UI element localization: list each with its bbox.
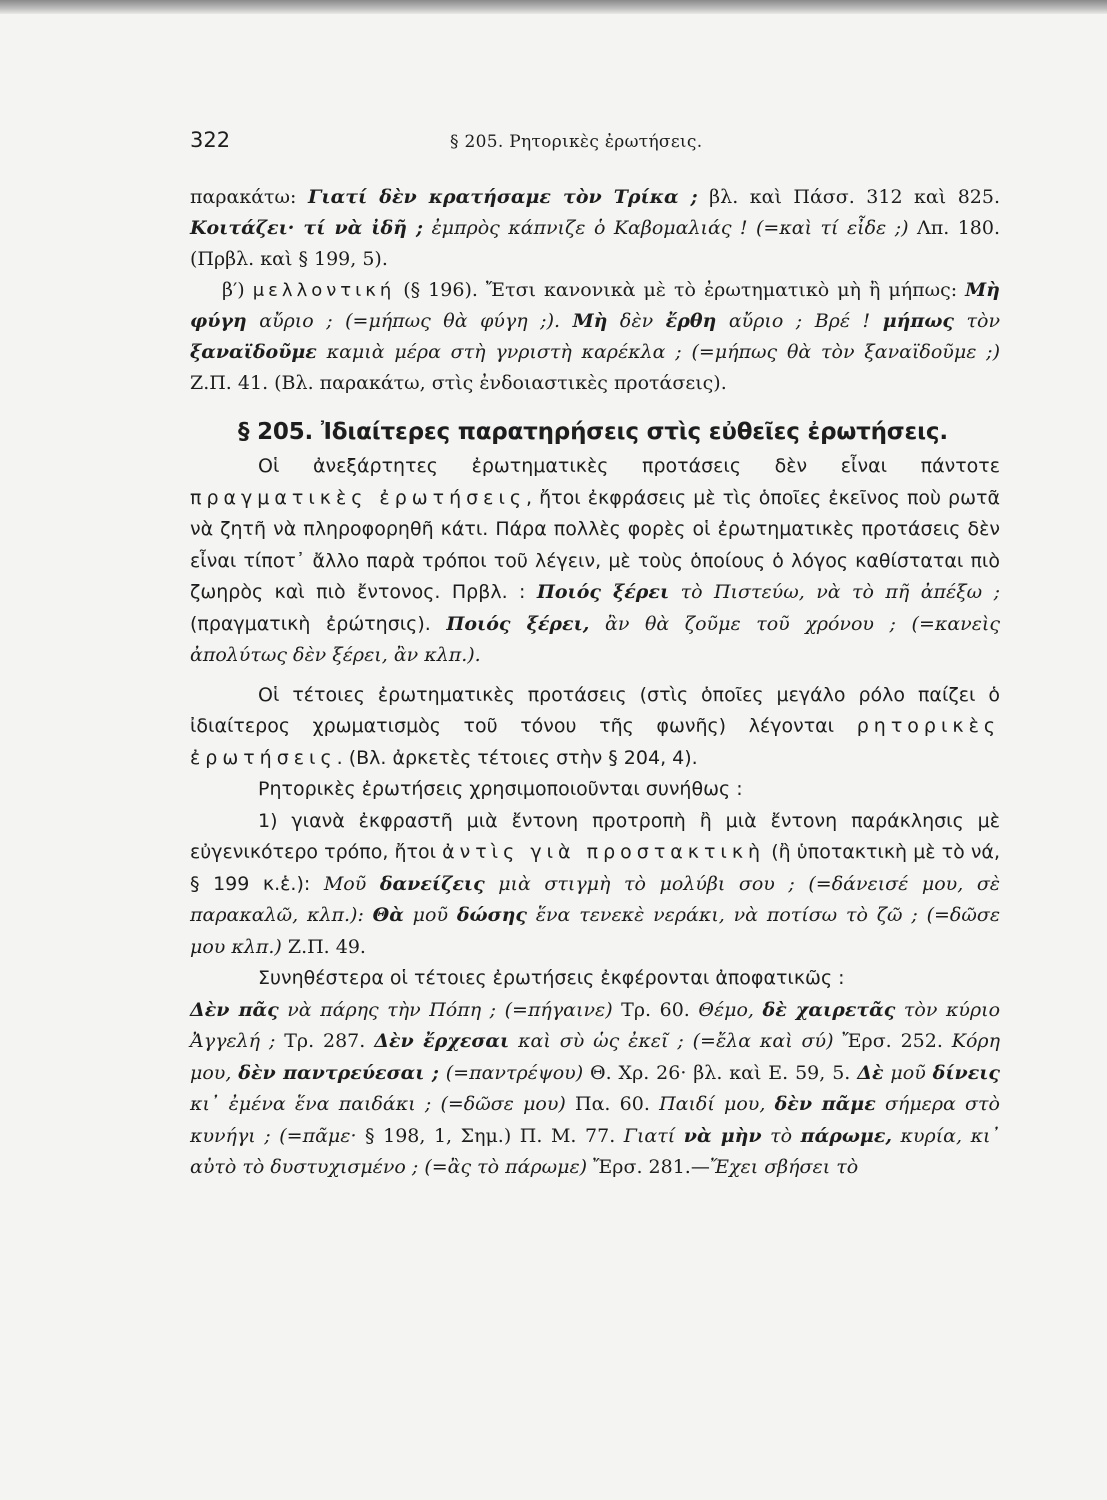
- paragraph-5: Συνηθέστερα οἱ τέτοιες ἐρωτήσεις ἐκφέρονται ἀποφατικῶς : Δὲν πᾶς νὰ πάρης τὴν Πόπη ; (=πήγαινε) Τρ. 60. Θέμο, δὲ χαιρετᾶς τὸν κύριο Ἀγγελή ; Τρ. 287. Δὲν ἔρχεσαι καὶ σὺ ὡς ἐκεῖ ; (=ἔλα καὶ σύ) Ἔρσ. 252. Κόρη μου, δὲν παντρεύεσαι ; (=παντρέψου) Θ. Χρ. 26· βλ. καὶ Ε. 59, 5. Δὲ μοῦ δίνεις κι᾽ ἐμένα ἕνα παιδάκι ; (=δῶσε μου) Πα. 60. Παιδί μου, δὲν πᾶμε σήμερα στὸ κυνήγι ; (=πᾶμε· § 198, 1, Σημ.) Π. Μ. 77. Γιατί νὰ μὴν τὸ πάρωμε, κυρία, κι᾽ αὐτὸ τὸ δυστυχισμένο ; (=ἂς τὸ πάρωμε) Ἔρσ. 281.—Ἔχει σβήσει τὸ: [190, 967, 1001, 1178]
- paragraph-1: Οἱ ἀνεξάρτητες ἐρωτηματικὲς προτάσεις δὲν εἶναι πάντοτε πραγματικὲς ἐρωτήσεις, ἤτοι ἐκφράσεις μὲ τὶς ὁποῖες ἐκεῖνος ποὺ ρωτᾶ νὰ ζητῆ νὰ πληροφορηθῆ κάτι. Πάρα πολλὲς φορὲς οἱ ἐρωτηματικὲς προτάσεις δὲν εἶναι τίποτ᾽ ἄλλο παρὰ τρόποι τοῦ λέγειν, μὲ τοὺς ὁποίους ὁ λόγος καθίσταται πιὸ ζωηρὸς καὶ πιὸ ἔντονος. Πρβλ. : Ποιός ξέρει τὸ Πιστεύω, νὰ τὸ πῆ ἀπέξω ; (πραγματικὴ ἐρώτησις). Ποιός ξέρει, ἂν θὰ ζοῦμε τοῦ χρόνου ; (=κανεὶς ἀπολύτως δὲν ξέρει, ἂν κλπ.).: [190, 455, 1001, 666]
- page-header: [190, 128, 1000, 152]
- book-page: [190, 128, 1000, 1184]
- running-head: § 205. Ρητορικὲς ἐρωτήσεις.: [450, 132, 703, 152]
- page-number: 322: [190, 128, 231, 152]
- section-heading: § 205. Ἰδιαίτερες παρατηρήσεις στὶς εὐθεῖες ἐρωτήσεις.: [238, 419, 948, 445]
- paragraph-continuation: παρακάτω: Γιατί δὲν κρατήσαμε τὸν Τρίκα ; βλ. καὶ Πάσσ. 312 καὶ 825. Κοιτάζει· τί νὰ ἰδῆ ; ἐμπρὸς κάπνιζε ὁ Καβομαλιάς ! (=καὶ τί εἶδε ;) Λπ. 180. (Πρβλ. καὶ § 199, 5).: [190, 186, 1001, 270]
- scan-top-edge: [0, 0, 1107, 14]
- paragraph-3: Ρητορικὲς ἐρωτήσεις χρησιμοποιοῦνται συνήθως :: [258, 778, 743, 800]
- section-body: [190, 451, 1000, 1184]
- paragraph-future: β′) μελλοντική (§ 196). Ἔτσι κανονικὰ μὲ τὸ ἐρωτηματικὸ μὴ ἢ μήπως: Μὴ φύγη αὔριο ; (=μήπως θὰ φύγη ;). Μὴ δὲν ἔρθη αὔριο ; Βρέ ! μήπως τὸν ξαναϊδοῦμε καμιὰ μέρα στὴ γνριστὴ καρέκλα ; (=μήπως θὰ τὸν ξαναϊδοῦμε ;) Ζ.Π. 41. (Βλ. παρακάτω, στὶς ἐνδοιαστικὲς προτάσεις).: [190, 279, 1000, 394]
- paragraph-2: Οἱ τέτοιες ἐρωτηματικὲς προτάσεις (στὶς ὁποῖες μεγάλο ρόλο παίζει ὁ ἰδιαίτερος χρωματισμὸς τοῦ τόνου τῆς φωνῆς) λέγονται ρητορικὲς ἐρωτήσεις. (Βλ. ἀρκετὲς τέτοιες στὴν § 204, 4).: [190, 683, 1000, 769]
- paragraph-4: 1) γιανὰ ἐκφραστῆ μιὰ ἔντονη προτροπὴ ἢ μιὰ ἔντονη παράκλησις μὲ εὐγενικότερο τρόπο, ἤτοι ἀντὶς γιὰ προστακτικὴ (ἢ ὑποτακτικὴ μὲ τὸ νά, § 199 κ.ἑ.): Μοῦ δανείζεις μιὰ στιγμὴ τὸ μολύβι σου ; (=δάνεισέ μου, σὲ παρακαλῶ, κλπ.): Θὰ μοῦ δώσης ἕνα τενεκὲ νεράκι, νὰ ποτίσω τὸ ζῶ ; (=δῶσε μου κλπ.) Ζ.Π. 49.: [190, 809, 1001, 958]
- continuation-text: [190, 182, 1000, 399]
